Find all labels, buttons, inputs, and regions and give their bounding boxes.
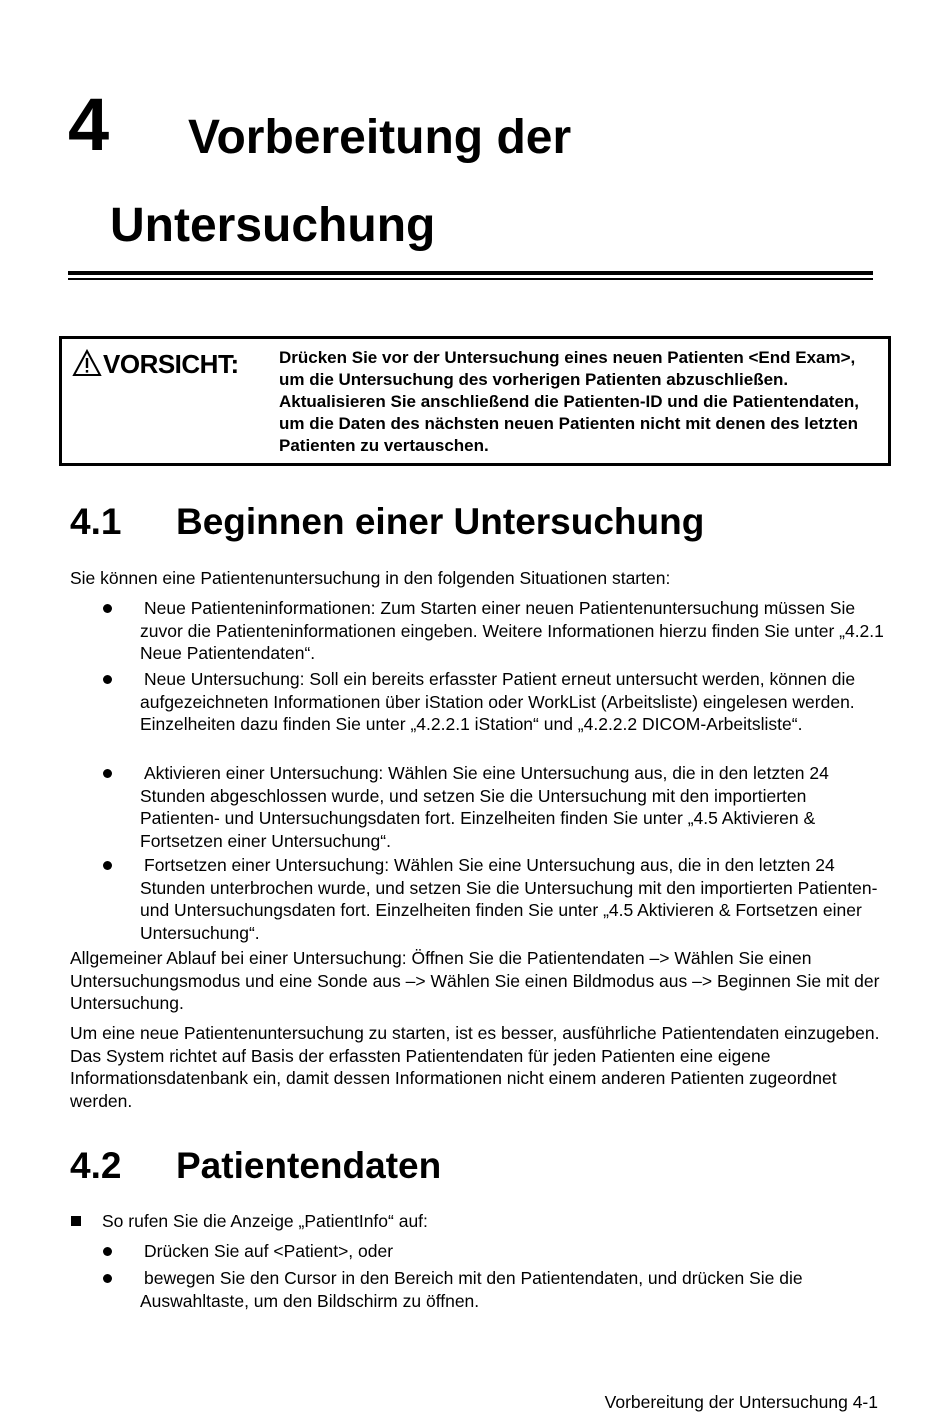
title-rule-thick <box>68 271 873 275</box>
title-rule-thin <box>68 278 873 280</box>
caution-label <box>72 349 239 377</box>
list-item: Fortsetzen einer Untersuchung: Wählen Sie eine Untersuchung aus, die in den letzten 24 Stunden unterbrochen wurde, und setzen Sie die Untersuchung mit den importierten Patienten- und Untersuchungsdaten fort. Einzelheiten finden Sie unter „4.5 Aktivieren & Fortsetzen einer Untersuchung“. <box>140 854 885 944</box>
square-bullet-icon <box>71 1216 81 1226</box>
bullet-icon <box>103 769 112 778</box>
page-footer: Vorbereitung der Untersuchung 4-1 <box>604 1392 878 1412</box>
step-item: So rufen Sie die Anzeige „PatientInfo“ auf: <box>102 1210 882 1233</box>
section-4-1-heading <box>70 503 704 540</box>
list-item: Neue Patienteninformationen: Zum Starten einer neuen Patientenuntersuchung müssen Sie zuvor die Patienteninformationen eingeben. Weitere Informationen hierzu finden Sie unter „4.2.1 Neue Patientendaten“. <box>140 597 885 665</box>
section-4-2-heading <box>70 1147 441 1184</box>
chapter-number: 4 <box>68 83 110 166</box>
bullet-icon <box>103 1247 112 1256</box>
list-item: Drücken Sie auf <Patient>, oder <box>140 1240 885 1263</box>
section-4-1-intro: Sie können eine Patientenuntersuchung in den folgenden Situationen starten: <box>70 568 671 588</box>
list-item: Aktivieren einer Untersuchung: Wählen Sie eine Untersuchung aus, die in den letzten 24 Stunden abgeschlossen wurde, und setzen Sie die Untersuchung mit den importierten Patienten- und Untersuchungsdaten fort. Einzelheiten finden Sie unter „4.5 Aktivieren & Fortsetzen einer Untersuchung“. <box>140 762 885 852</box>
section-number: 4.1 <box>70 501 122 542</box>
section-number: 4.2 <box>70 1145 122 1186</box>
caution-text: Drücken Sie vor der Untersuchung eines neuen Patienten <End Exam>, um die Untersuchung des vorherigen Patienten abzuschließen. Aktualisieren Sie anschließend die Patienten-ID und die Patientendaten, um die Daten des nächsten neuen Patienten nicht mit denen des letzten Patienten zu vertauschen. <box>279 348 860 455</box>
warning-triangle-icon <box>72 349 102 377</box>
list-item: bewegen Sie den Cursor in den Bereich mit den Patientendaten, und drücken Sie die Auswahltaste, um den Bildschirm zu öffnen. <box>140 1267 885 1312</box>
chapter-title-line2: Untersuchung <box>110 199 436 252</box>
workflow-paragraph: Allgemeiner Ablauf bei einer Untersuchung: Öffnen Sie die Patientendaten –> Wählen Sie einen Untersuchungsmodus und eine Sonde aus –> Wählen Sie einen Bildmodus aus –> Beginnen Sie mit der Untersuchung. <box>70 948 880 1013</box>
chapter-title-line1: Vorbereitung der <box>188 111 572 164</box>
bullet-icon <box>103 675 112 684</box>
caution-box <box>59 336 891 466</box>
section-title: Beginnen einer Untersuchung <box>176 501 705 542</box>
caution-word: VORSICHT: <box>103 349 239 379</box>
bullet-icon <box>103 861 112 870</box>
bullet-icon <box>103 604 112 613</box>
bullet-icon <box>103 1274 112 1283</box>
section-title: Patientendaten <box>176 1145 442 1186</box>
list-item: Neue Untersuchung: Soll ein bereits erfasster Patient erneut untersucht werden, können die aufgezeichneten Informationen über iStation oder WorkList (Arbeitsliste) eingelesen werden. Einzelheiten dazu finden Sie unter „4.2.2.1 iStation“ und „4.2.2.2 DICOM-Arbeitsliste“. <box>140 668 885 736</box>
note-paragraph: Um eine neue Patientenuntersuchung zu starten, ist es besser, ausführliche Patientendaten einzugeben. Das System richtet auf Basis der erfassten Patientendaten für jeden Patienten eine eigene Informationsdatenbank ein, damit dessen Informationen nicht einem anderen Patienten zugeordnet werden. <box>70 1023 880 1111</box>
